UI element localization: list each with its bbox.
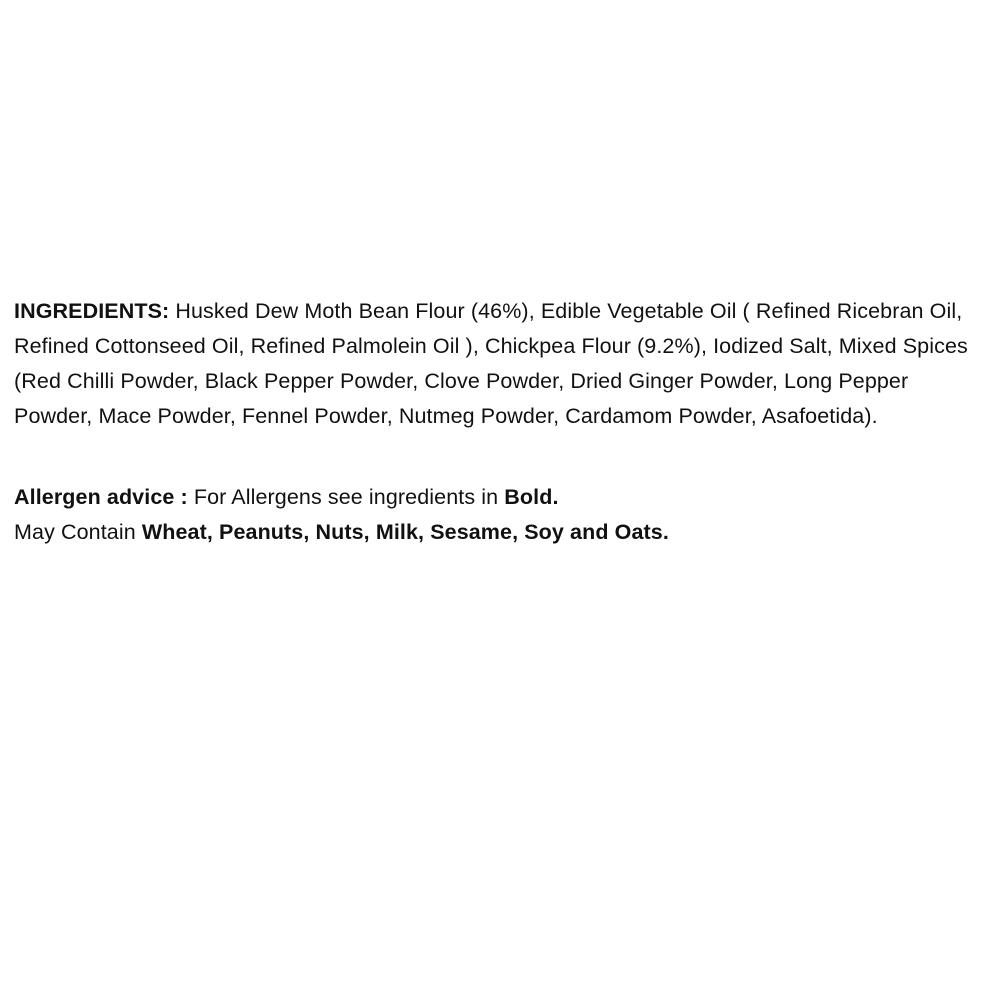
- may-contain-label: May Contain: [14, 519, 142, 544]
- ingredients-list-text: Husked Dew Moth Bean Flour (46%), Edible Vegetable Oil ( Refined Ricebran Oil, Refined Cottonseed Oil, Refined Palmolein Oil ), Chickpea Flour (9.2%), Iodized Salt, Mixed Spices (Red Chilli Powder, Black Pepper Powder, Clove Powder, Dried Ginger Powder, Long Pepper Powder, Mace Powder, Fennel Powder, Nutmeg Powder, Cardamom Powder, Asafoetida).: [14, 298, 968, 428]
- ingredients-paragraph: [14, 294, 990, 434]
- allergen-advice-heading: Allergen advice :: [14, 484, 188, 509]
- may-contain-items: Wheat, Peanuts, Nuts, Milk, Sesame, Soy and Oats.: [141, 519, 669, 544]
- nutrition-label-panel: [14, 272, 990, 550]
- allergen-advice-bold-word: Bold.: [504, 484, 559, 509]
- allergen-advice-text: For Allergens see ingredients in: [187, 484, 505, 509]
- may-contain-line: [14, 515, 990, 550]
- allergen-advice-line: [14, 480, 990, 515]
- ingredients-heading: INGREDIENTS:: [14, 298, 170, 323]
- allergen-advice-block: [14, 480, 990, 550]
